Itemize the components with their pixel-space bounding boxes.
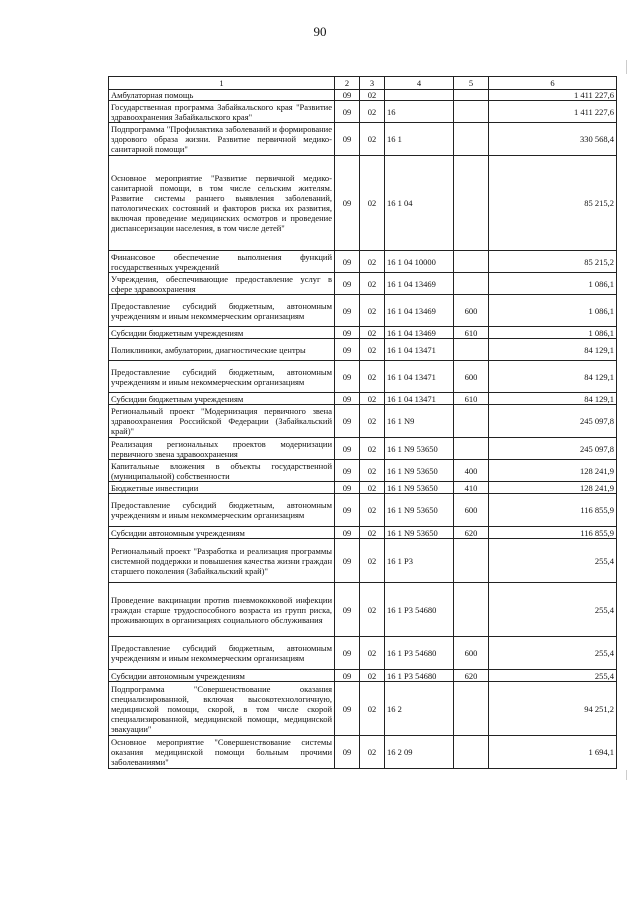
- row-expense-type: 610: [454, 327, 489, 339]
- column-header-4: 4: [385, 77, 454, 90]
- row-name: Основное мероприятие "Развитие первичной медико-санитарной помощи, в том числе сельским жителям. Развитие системы раннего выявления заболеваний, патологических состояний и факторов риска их развития, включая проведение медицинских осмотров и проведение диспансеризации населения, в том числе детей": [109, 156, 335, 251]
- scan-edge-mark: [626, 60, 627, 74]
- row-amount: 85 215,2: [489, 251, 617, 273]
- row-target-code: 16 1 04 13471: [385, 393, 454, 405]
- row-target-code: 16 1: [385, 123, 454, 156]
- row-name: Финансовое обеспечение выполнения функций государственных учреждений: [109, 251, 335, 273]
- row-expense-type: 600: [454, 637, 489, 670]
- row-amount: 255,4: [489, 539, 617, 583]
- row-name: Проведение вакцинации против пневмококковой инфекции граждан старше трудоспособного возраста из групп риска, проживающих в организациях социального обслуживания: [109, 583, 335, 637]
- row-subsection: 02: [360, 438, 385, 460]
- row-target-code: 16 1 N9 53650: [385, 494, 454, 527]
- row-amount: 245 097,8: [489, 438, 617, 460]
- table-row: [109, 736, 617, 769]
- row-amount: 255,4: [489, 583, 617, 637]
- table-row: [109, 438, 617, 460]
- row-subsection: 02: [360, 682, 385, 736]
- header-row: [109, 77, 617, 90]
- row-amount: 128 241,9: [489, 482, 617, 494]
- row-subsection: 02: [360, 339, 385, 361]
- row-amount: 255,4: [489, 670, 617, 682]
- row-name: Государственная программа Забайкальского края "Развитие здравоохранения Забайкальского края": [109, 101, 335, 123]
- row-name: Субсидии бюджетным учреждениям: [109, 327, 335, 339]
- row-target-code: 16 1 N9 53650: [385, 527, 454, 539]
- row-amount: 1 411 227,6: [489, 90, 617, 101]
- row-target-code: 16 1 N9: [385, 405, 454, 438]
- row-name: Поликлиники, амбулатории, диагностические центры: [109, 339, 335, 361]
- row-amount: 128 241,9: [489, 460, 617, 482]
- row-subsection: 02: [360, 583, 385, 637]
- row-subsection: 02: [360, 101, 385, 123]
- table-row: [109, 101, 617, 123]
- row-amount: 245 097,8: [489, 405, 617, 438]
- row-expense-type: [454, 156, 489, 251]
- row-expense-type: 600: [454, 494, 489, 527]
- row-expense-type: [454, 339, 489, 361]
- row-target-code: 16 1 P3 54680: [385, 583, 454, 637]
- row-target-code: 16 1 P3: [385, 539, 454, 583]
- table-row: [109, 482, 617, 494]
- row-name: Бюджетные инвестиции: [109, 482, 335, 494]
- row-expense-type: [454, 736, 489, 769]
- row-target-code: 16 1 04 13469: [385, 295, 454, 327]
- table-row: [109, 156, 617, 251]
- table-row: [109, 339, 617, 361]
- row-section: 09: [335, 583, 360, 637]
- row-target-code: 16 1 04: [385, 156, 454, 251]
- row-expense-type: 600: [454, 361, 489, 393]
- row-section: 09: [335, 123, 360, 156]
- row-amount: 116 855,9: [489, 494, 617, 527]
- row-target-code: 16: [385, 101, 454, 123]
- row-expense-type: [454, 101, 489, 123]
- row-target-code: 16 1 04 10000: [385, 251, 454, 273]
- row-section: 09: [335, 339, 360, 361]
- row-subsection: 02: [360, 736, 385, 769]
- row-amount: 85 215,2: [489, 156, 617, 251]
- row-name: Региональный проект "Модернизация первичного звена здравоохранения Российской Федерации (Забайкальский край)": [109, 405, 335, 438]
- table-row: [109, 90, 617, 101]
- column-header-5: 5: [454, 77, 489, 90]
- table-row: [109, 327, 617, 339]
- table-row: [109, 583, 617, 637]
- row-section: 09: [335, 90, 360, 101]
- row-target-code: 16 1 N9 53650: [385, 438, 454, 460]
- budget-table: [108, 76, 617, 769]
- row-target-code: 16 1 P3 54680: [385, 637, 454, 670]
- table-row: [109, 527, 617, 539]
- row-amount: 94 251,2: [489, 682, 617, 736]
- row-target-code: 16 1 04 13471: [385, 361, 454, 393]
- column-header-3: 3: [360, 77, 385, 90]
- row-name: Предоставление субсидий бюджетным, автономным учреждениям и иным некоммерческим организациям: [109, 494, 335, 527]
- row-name: Предоставление субсидий бюджетным, автономным учреждениям и иным некоммерческим организациям: [109, 295, 335, 327]
- row-section: 09: [335, 405, 360, 438]
- row-name: Субсидии бюджетным учреждениям: [109, 393, 335, 405]
- row-expense-type: 620: [454, 670, 489, 682]
- row-target-code: 16 2 09: [385, 736, 454, 769]
- row-subsection: 02: [360, 670, 385, 682]
- row-expense-type: 600: [454, 295, 489, 327]
- row-amount: 1 086,1: [489, 273, 617, 295]
- row-expense-type: 400: [454, 460, 489, 482]
- row-expense-type: [454, 438, 489, 460]
- table-body: [109, 90, 617, 769]
- row-amount: 1 086,1: [489, 327, 617, 339]
- row-target-code: 16 1 N9 53650: [385, 460, 454, 482]
- row-section: 09: [335, 393, 360, 405]
- table-row: [109, 361, 617, 393]
- row-amount: 1 694,1: [489, 736, 617, 769]
- row-amount: 255,4: [489, 637, 617, 670]
- row-subsection: 02: [360, 123, 385, 156]
- table-row: [109, 123, 617, 156]
- row-subsection: 02: [360, 251, 385, 273]
- row-name: Капитальные вложения в объекты государственной (муниципальной) собственности: [109, 460, 335, 482]
- row-section: 09: [335, 438, 360, 460]
- row-expense-type: [454, 405, 489, 438]
- row-name: Предоставление субсидий бюджетным, автономным учреждениям и иным некоммерческим организациям: [109, 637, 335, 670]
- row-section: 09: [335, 101, 360, 123]
- row-expense-type: [454, 273, 489, 295]
- row-expense-type: [454, 539, 489, 583]
- row-target-code: 16 2: [385, 682, 454, 736]
- row-subsection: 02: [360, 405, 385, 438]
- table-row: [109, 405, 617, 438]
- row-expense-type: 610: [454, 393, 489, 405]
- row-target-code: 16 1 P3 54680: [385, 670, 454, 682]
- row-subsection: 02: [360, 295, 385, 327]
- row-amount: 84 129,1: [489, 361, 617, 393]
- column-header-6: 6: [489, 77, 617, 90]
- table-row: [109, 460, 617, 482]
- row-section: 09: [335, 494, 360, 527]
- row-section: 09: [335, 273, 360, 295]
- table-row: [109, 393, 617, 405]
- row-name: Предоставление субсидий бюджетным, автономным учреждениям и иным некоммерческим организациям: [109, 361, 335, 393]
- row-section: 09: [335, 327, 360, 339]
- row-amount: 1 411 227,6: [489, 101, 617, 123]
- row-name: Учреждения, обеспечивающие предоставление услуг в сфере здравоохранения: [109, 273, 335, 295]
- row-target-code: 16 1 04 13469: [385, 273, 454, 295]
- row-subsection: 02: [360, 273, 385, 295]
- row-subsection: 02: [360, 494, 385, 527]
- row-expense-type: [454, 251, 489, 273]
- row-target-code: 16 1 04 13471: [385, 339, 454, 361]
- row-section: 09: [335, 460, 360, 482]
- row-name: Региональный проект "Разработка и реализация программы системной поддержки и повышения качества жизни граждан старшего поколения (Забайкальский край)": [109, 539, 335, 583]
- row-section: 09: [335, 637, 360, 670]
- row-name: Амбулаторная помощь: [109, 90, 335, 101]
- row-subsection: 02: [360, 361, 385, 393]
- row-target-code: 16 1 N9 53650: [385, 482, 454, 494]
- table-row: [109, 682, 617, 736]
- row-subsection: 02: [360, 90, 385, 101]
- row-subsection: 02: [360, 460, 385, 482]
- row-target-code: [385, 90, 454, 101]
- table-row: [109, 670, 617, 682]
- row-section: 09: [335, 527, 360, 539]
- row-name: Субсидии автономным учреждениям: [109, 670, 335, 682]
- row-amount: 116 855,9: [489, 527, 617, 539]
- scan-edge-mark: [626, 770, 627, 780]
- row-section: 09: [335, 295, 360, 327]
- row-name: Основное мероприятие "Совершенствование системы оказания медицинской помощи больным прочими заболеваниями": [109, 736, 335, 769]
- row-expense-type: 410: [454, 482, 489, 494]
- row-section: 09: [335, 361, 360, 393]
- row-expense-type: [454, 583, 489, 637]
- row-name: Субсидии автономным учреждениям: [109, 527, 335, 539]
- row-subsection: 02: [360, 539, 385, 583]
- page-number: 90: [313, 24, 327, 39]
- row-subsection: 02: [360, 327, 385, 339]
- row-amount: 330 568,4: [489, 123, 617, 156]
- row-section: 09: [335, 251, 360, 273]
- row-amount: 84 129,1: [489, 393, 617, 405]
- row-name: Подпрограмма "Совершенствование оказания специализированной, включая высокотехнологичную, медицинской помощи, скорой, в том числе скорой специализированной, медицинской помощи, медицинской эвакуации": [109, 682, 335, 736]
- table-row: [109, 295, 617, 327]
- row-name: Реализация региональных проектов модернизации первичного звена здравоохранения: [109, 438, 335, 460]
- table-row: [109, 251, 617, 273]
- column-header-1: 1: [109, 77, 335, 90]
- table-row: [109, 494, 617, 527]
- row-section: 09: [335, 736, 360, 769]
- row-section: 09: [335, 539, 360, 583]
- row-target-code: 16 1 04 13469: [385, 327, 454, 339]
- table-row: [109, 539, 617, 583]
- row-expense-type: 620: [454, 527, 489, 539]
- row-expense-type: [454, 90, 489, 101]
- row-subsection: 02: [360, 156, 385, 251]
- row-section: 09: [335, 670, 360, 682]
- table-row: [109, 637, 617, 670]
- row-expense-type: [454, 123, 489, 156]
- row-expense-type: [454, 682, 489, 736]
- row-name: Подпрограмма "Профилактика заболеваний и формирование здорового образа жизни. Развитие первичной медико-санитарной помощи": [109, 123, 335, 156]
- row-section: 09: [335, 482, 360, 494]
- row-amount: 1 086,1: [489, 295, 617, 327]
- row-subsection: 02: [360, 393, 385, 405]
- row-subsection: 02: [360, 482, 385, 494]
- column-header-2: 2: [335, 77, 360, 90]
- row-section: 09: [335, 682, 360, 736]
- row-subsection: 02: [360, 637, 385, 670]
- row-section: 09: [335, 156, 360, 251]
- row-subsection: 02: [360, 527, 385, 539]
- row-amount: 84 129,1: [489, 339, 617, 361]
- table-row: [109, 273, 617, 295]
